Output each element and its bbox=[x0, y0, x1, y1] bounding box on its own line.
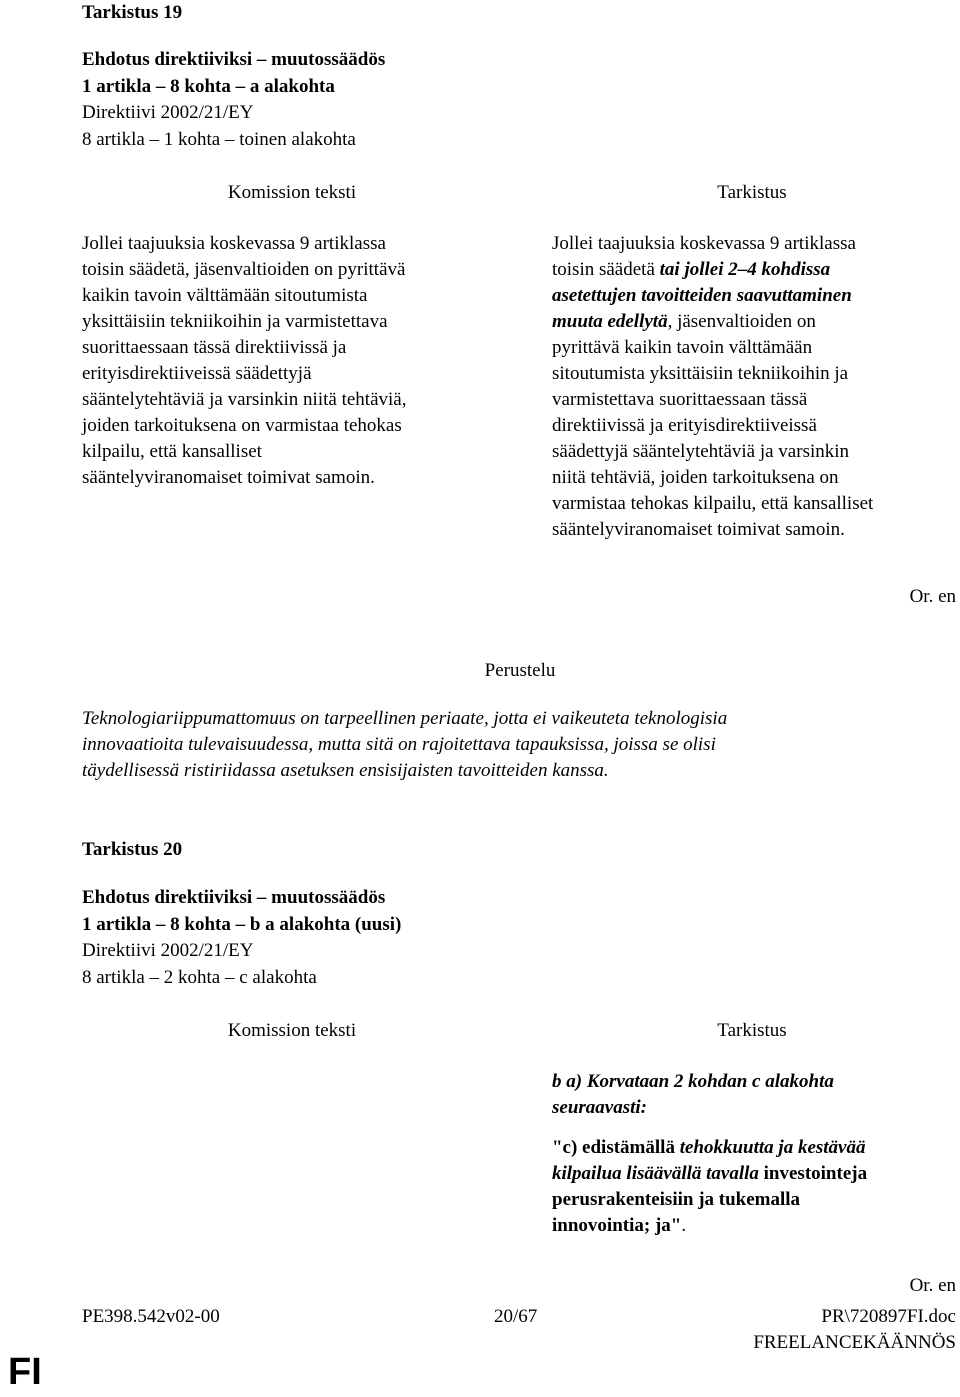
text-line: Teknologiariippumattomuus on tarpeellinen periaate, jotta ei vaikeuteta teknologisia bbox=[82, 708, 728, 729]
text-line: innovaatioita tulevaisuudessa, mutta sitä on rajoitettava tapauksissa, joissa se olisi bbox=[82, 734, 716, 755]
commission-text-body bbox=[82, 231, 502, 491]
text-line: seuraavasti: bbox=[552, 1097, 647, 1118]
inserted-text: kilpailua lisäävällä tavalla bbox=[552, 1163, 759, 1184]
text-line: Jollei taajuuksia koskevassa 9 artiklassa bbox=[552, 233, 856, 254]
amendment-text-title: Tarkistus bbox=[717, 182, 787, 203]
amendment-20-text bbox=[552, 1135, 952, 1239]
amendment-text-title: Tarkistus bbox=[717, 1020, 787, 1041]
text-segment: . bbox=[681, 1215, 687, 1236]
text-line bbox=[552, 309, 952, 335]
text-line bbox=[552, 257, 952, 283]
text-line: sääntelytehtäviä ja varsinkin niitä tehtäviä, bbox=[82, 389, 407, 410]
text-line: pyrittävä kaikin tavoin välttämään bbox=[552, 337, 813, 358]
text-line: sitoutumista yksittäisiin tekniikoihin ja bbox=[552, 363, 849, 384]
text-line: toisin säädetä, jäsenvaltioiden on pyrittävä bbox=[82, 259, 406, 280]
language-code: FI bbox=[8, 1351, 42, 1393]
original-language-label: Or. en bbox=[909, 1275, 956, 1296]
heading-line: 8 artikla – 1 kohta – toinen alakohta bbox=[82, 128, 356, 150]
text-line bbox=[552, 1213, 952, 1239]
amendment-text-body bbox=[552, 231, 952, 543]
inserted-text: muuta edellytä bbox=[552, 311, 668, 332]
original-language-label: Or. en bbox=[909, 586, 956, 607]
heading-line: Ehdotus direktiiviksi – muutossäädös bbox=[82, 49, 386, 70]
text-segment: toisin säädetä bbox=[552, 259, 660, 280]
text-segment: "c) edistämällä bbox=[552, 1137, 680, 1158]
text-line: perusrakenteisiin ja tukemalla bbox=[552, 1189, 801, 1210]
commission-text-title: Komission teksti bbox=[227, 1020, 357, 1041]
text-line: säädettyjä sääntelytehtäviä ja varsinkin bbox=[552, 441, 850, 462]
text-line: yksittäisiin tekniikoihin ja varmistettava bbox=[82, 311, 388, 332]
justification-body bbox=[82, 706, 727, 784]
amendment-20-heading bbox=[82, 885, 401, 991]
text-line: suorittaessaan tässä direktiivissä ja bbox=[82, 337, 347, 358]
heading-line: Direktiivi 2002/21/EY bbox=[82, 940, 254, 961]
file-reference: PR\720897FI.doc bbox=[821, 1306, 956, 1327]
amendment-19-title: Tarkistus 19 bbox=[82, 2, 183, 23]
text-line: varmistaa tehokas kilpailu, että kansalliset bbox=[552, 493, 874, 514]
text-line: kilpailu, että kansalliset bbox=[82, 441, 262, 462]
text-line: Jollei taajuuksia koskevassa 9 artiklassa bbox=[82, 233, 386, 254]
text-line: niitä tehtäviä, joiden tarkoituksena on bbox=[552, 467, 839, 488]
translation-note: FREELANCEKÄÄNNÖS bbox=[753, 1332, 956, 1353]
text-line: erityisdirektiiveissä säädettyjä bbox=[82, 363, 312, 384]
heading-line: Direktiivi 2002/21/EY bbox=[82, 102, 254, 123]
justification-title: Perustelu bbox=[484, 660, 556, 681]
amendment-20-title: Tarkistus 20 bbox=[82, 839, 183, 860]
text-line bbox=[552, 1161, 952, 1187]
heading-line: Ehdotus direktiiviksi – muutossäädös bbox=[82, 887, 386, 908]
text-line: joiden tarkoituksena on varmistaa tehokas bbox=[82, 415, 402, 436]
amendment-20-intro bbox=[552, 1069, 952, 1121]
inserted-text: tai jollei 2–4 kohdissa bbox=[659, 259, 831, 280]
heading-line: 8 artikla – 2 kohta – c alakohta bbox=[82, 966, 317, 988]
inserted-text: tehokkuutta ja kestävää bbox=[679, 1137, 866, 1158]
amendment-19-heading bbox=[82, 47, 385, 153]
heading-line: 1 artikla – 8 kohta – b a alakohta (uusi) bbox=[82, 913, 402, 935]
text-line: varmistettava suorittaessaan tässä bbox=[552, 389, 808, 410]
text-segment: investointeja bbox=[758, 1163, 868, 1184]
text-line: sääntelyviranomaiset toimivat samoin. bbox=[82, 467, 375, 488]
text-line: direktiivissä ja erityisdirektiiveissä bbox=[552, 415, 817, 436]
text-line: sääntelyviranomaiset toimivat samoin. bbox=[552, 519, 845, 540]
page-number: 20/67 bbox=[494, 1306, 538, 1327]
text-line: kaikin tavoin välttämään sitoutumista bbox=[82, 285, 368, 306]
text-line: b a) Korvataan 2 kohdan c alakohta bbox=[552, 1071, 834, 1092]
text-segment: , jäsenvaltioiden on bbox=[667, 311, 816, 332]
text-line bbox=[552, 1135, 952, 1161]
text-segment: innovointia; ja" bbox=[552, 1215, 682, 1236]
heading-line: 1 artikla – 8 kohta – a alakohta bbox=[82, 75, 335, 97]
document-reference: PE398.542v02-00 bbox=[82, 1306, 220, 1327]
text-line: täydellisessä ristiriidassa asetuksen ensisijaisten tavoitteiden kanssa. bbox=[82, 760, 609, 781]
commission-text-title: Komission teksti bbox=[227, 182, 357, 203]
inserted-text: asetettujen tavoitteiden saavuttaminen bbox=[552, 285, 852, 306]
